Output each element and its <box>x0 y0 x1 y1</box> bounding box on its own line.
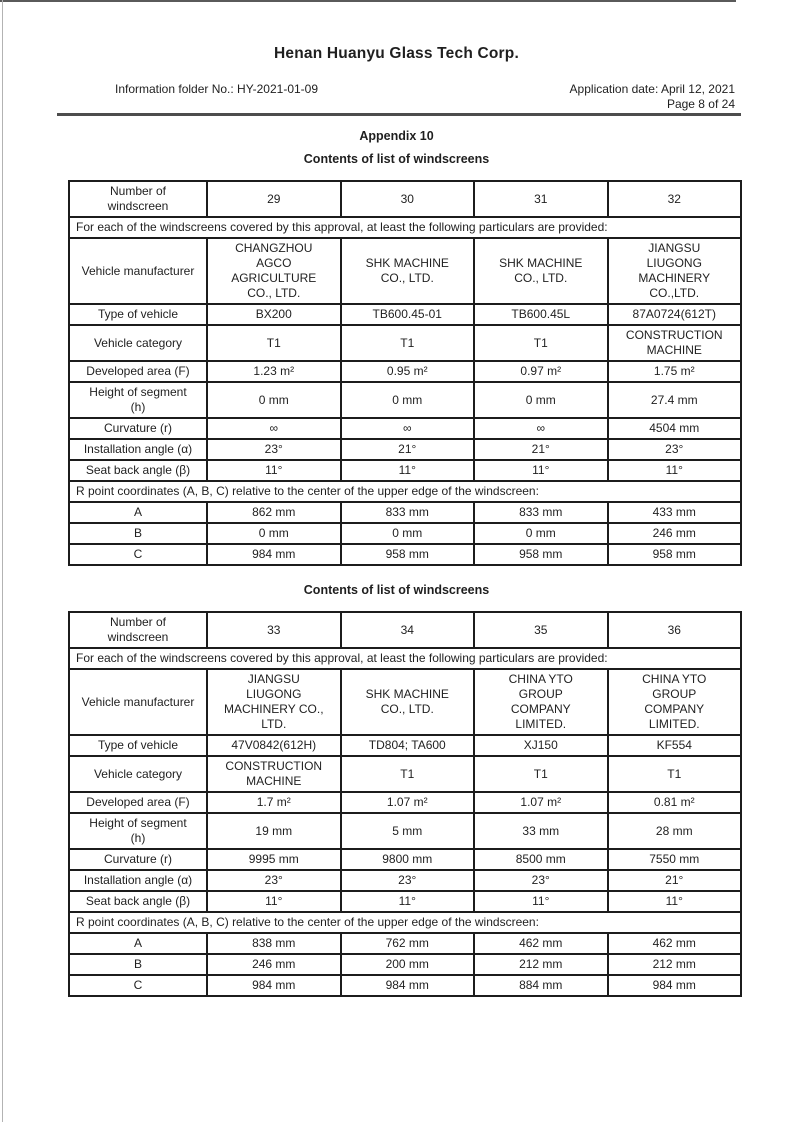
table-row-note <box>69 481 741 502</box>
cell-value: 0 mm <box>341 382 475 418</box>
table-row <box>69 891 741 912</box>
table2-heading: Contents of list of windscreens <box>303 583 490 597</box>
cell-value: 11° <box>474 460 608 481</box>
cell-value: 0 mm <box>341 523 475 544</box>
cell-value: 462 mm <box>608 933 742 954</box>
windscreens-table-1 <box>68 180 742 566</box>
table-row <box>69 975 741 996</box>
windscreen-number: 29 <box>207 181 341 217</box>
table-row <box>69 544 741 565</box>
row-label: Developed area (F) <box>69 361 207 382</box>
approval-note: For each of the windscreens covered by this approval, at least the following particulars are provided: <box>69 648 741 669</box>
cell-value: 984 mm <box>341 975 475 996</box>
row-label: Installation angle (α) <box>69 439 207 460</box>
table-row <box>69 954 741 975</box>
cell-value: 246 mm <box>207 954 341 975</box>
cell-value: 0 mm <box>474 523 608 544</box>
windscreen-number: 36 <box>608 612 742 648</box>
table-row <box>69 361 741 382</box>
table-row-note <box>69 217 741 238</box>
windscreen-number: 34 <box>341 612 475 648</box>
table-row <box>69 669 741 735</box>
cell-value: 11° <box>608 891 742 912</box>
row-label: B <box>69 523 207 544</box>
cell-value: 7550 mm <box>608 849 742 870</box>
row-label: Seat back angle (β) <box>69 891 207 912</box>
r-point-note: R point coordinates (A, B, C) relative to the center of the upper edge of the windscreen: <box>69 912 741 933</box>
cell-value: 23° <box>207 439 341 460</box>
row-label: Curvature (r) <box>69 849 207 870</box>
row-label: Number of windscreen <box>69 181 207 217</box>
cell-value: 21° <box>341 439 475 460</box>
cell-value: T1 <box>341 325 475 361</box>
cell-value: 833 mm <box>474 502 608 523</box>
row-label: Curvature (r) <box>69 418 207 439</box>
cell-value: 862 mm <box>207 502 341 523</box>
table-row <box>69 502 741 523</box>
windscreens-table-2 <box>68 611 742 997</box>
cell-value: 21° <box>608 870 742 891</box>
cell-value: 762 mm <box>341 933 475 954</box>
table-row <box>69 933 741 954</box>
cell-value: ∞ <box>341 418 475 439</box>
cell-value: 1.7 m² <box>207 792 341 813</box>
cell-value: BX200 <box>207 304 341 325</box>
cell-value: 23° <box>608 439 742 460</box>
cell-value: 28 mm <box>608 813 742 849</box>
cell-value: JIANGSU LIUGONG MACHINERY CO., LTD. <box>207 669 341 735</box>
row-label: Height of segment (h) <box>69 813 207 849</box>
cell-value: 0.95 m² <box>341 361 475 382</box>
cell-value: 246 mm <box>608 523 742 544</box>
cell-value: 9995 mm <box>207 849 341 870</box>
table-row <box>69 460 741 481</box>
windscreen-number: 35 <box>474 612 608 648</box>
cell-value: CONSTRUCTION MACHINE <box>608 325 742 361</box>
cell-value: CHINA YTO GROUP COMPANY LIMITED. <box>474 669 608 735</box>
cell-value: SHK MACHINE CO., LTD. <box>341 238 475 304</box>
cell-value: 212 mm <box>608 954 742 975</box>
row-label: Developed area (F) <box>69 792 207 813</box>
row-label: Vehicle manufacturer <box>69 238 207 304</box>
table-row <box>69 439 741 460</box>
table-row-header <box>69 612 741 648</box>
cell-value: T1 <box>608 756 742 792</box>
page-number: Page 8 of 24 <box>666 97 735 111</box>
row-label: Vehicle manufacturer <box>69 669 207 735</box>
table-row <box>69 735 741 756</box>
cell-value: 0 mm <box>207 382 341 418</box>
cell-value: 1.75 m² <box>608 361 742 382</box>
row-label: Height of segment (h) <box>69 382 207 418</box>
cell-value: T1 <box>341 756 475 792</box>
cell-value: CHINA YTO GROUP COMPANY LIMITED. <box>608 669 742 735</box>
cell-value: 11° <box>608 460 742 481</box>
document-info-row <box>115 82 735 112</box>
cell-value: CHANGZHOU AGCO AGRICULTURE CO., LTD. <box>207 238 341 304</box>
cell-value: 27.4 mm <box>608 382 742 418</box>
cell-value: 11° <box>341 891 475 912</box>
table-row <box>69 849 741 870</box>
cell-value: ∞ <box>474 418 608 439</box>
info-right-block <box>570 82 735 112</box>
header-rule <box>57 113 741 116</box>
cell-value: 5 mm <box>341 813 475 849</box>
r-point-note: R point coordinates (A, B, C) relative to the center of the upper edge of the windscreen: <box>69 481 741 502</box>
row-label: Number of windscreen <box>69 612 207 648</box>
table-row <box>69 418 741 439</box>
cell-value: T1 <box>474 756 608 792</box>
cell-value: 212 mm <box>474 954 608 975</box>
windscreen-number: 32 <box>608 181 742 217</box>
cell-value: 19 mm <box>207 813 341 849</box>
cell-value: 1.07 m² <box>341 792 475 813</box>
cell-value: 0.81 m² <box>608 792 742 813</box>
cell-value: 9800 mm <box>341 849 475 870</box>
cell-value: ∞ <box>207 418 341 439</box>
row-label: Seat back angle (β) <box>69 460 207 481</box>
cell-value: XJ150 <box>474 735 608 756</box>
windscreen-number: 30 <box>341 181 475 217</box>
cell-value: 833 mm <box>341 502 475 523</box>
cell-value: 1.23 m² <box>207 361 341 382</box>
scan-edge-left <box>2 0 3 1122</box>
table-row <box>69 813 741 849</box>
cell-value: 0 mm <box>474 382 608 418</box>
cell-value: 87A0724(612T) <box>608 304 742 325</box>
cell-value: 23° <box>474 870 608 891</box>
cell-value: 4504 mm <box>608 418 742 439</box>
cell-value: T1 <box>207 325 341 361</box>
table-row-note <box>69 912 741 933</box>
cell-value: 433 mm <box>608 502 742 523</box>
company-title: Henan Huanyu Glass Tech Corp. <box>274 45 519 62</box>
cell-value: TB600.45-01 <box>341 304 475 325</box>
cell-value: 0.97 m² <box>474 361 608 382</box>
cell-value: SHK MACHINE CO., LTD. <box>474 238 608 304</box>
info-folder-number: Information folder No.: HY-2021-01-09 <box>115 82 319 96</box>
row-label: Type of vehicle <box>69 304 207 325</box>
cell-value: 462 mm <box>474 933 608 954</box>
cell-value: 958 mm <box>341 544 475 565</box>
windscreen-number: 33 <box>207 612 341 648</box>
windscreen-number: 31 <box>474 181 608 217</box>
cell-value: 11° <box>207 460 341 481</box>
cell-value: 11° <box>474 891 608 912</box>
row-label: A <box>69 502 207 523</box>
cell-value: 838 mm <box>207 933 341 954</box>
cell-value: 23° <box>207 870 341 891</box>
cell-value: 21° <box>474 439 608 460</box>
cell-value: KF554 <box>608 735 742 756</box>
table-row-header <box>69 181 741 217</box>
cell-value: 23° <box>341 870 475 891</box>
row-label: B <box>69 954 207 975</box>
table-row <box>69 304 741 325</box>
cell-value: 11° <box>207 891 341 912</box>
table-row <box>69 238 741 304</box>
cell-value: CONSTRUCTION MACHINE <box>207 756 341 792</box>
table-row-note <box>69 648 741 669</box>
cell-value: 47V0842(612H) <box>207 735 341 756</box>
cell-value: 984 mm <box>207 975 341 996</box>
cell-value: 884 mm <box>474 975 608 996</box>
row-label: Installation angle (α) <box>69 870 207 891</box>
table-row <box>69 870 741 891</box>
cell-value: TD804; TA600 <box>341 735 475 756</box>
table-row <box>69 792 741 813</box>
row-label: Type of vehicle <box>69 735 207 756</box>
cell-value: 200 mm <box>341 954 475 975</box>
approval-note: For each of the windscreens covered by this approval, at least the following particulars are provided: <box>69 217 741 238</box>
cell-value: 984 mm <box>207 544 341 565</box>
cell-value: 8500 mm <box>474 849 608 870</box>
cell-value: 958 mm <box>474 544 608 565</box>
cell-value: TB600.45L <box>474 304 608 325</box>
cell-value: SHK MACHINE CO., LTD. <box>341 669 475 735</box>
cell-value: 33 mm <box>474 813 608 849</box>
cell-value: 11° <box>341 460 475 481</box>
appendix-title: Appendix 10 <box>359 129 434 143</box>
row-label: C <box>69 975 207 996</box>
cell-value: 958 mm <box>608 544 742 565</box>
application-date: Application date: April 12, 2021 <box>569 82 735 96</box>
table-row <box>69 756 741 792</box>
row-label: A <box>69 933 207 954</box>
row-label: Vehicle category <box>69 756 207 792</box>
row-label: Vehicle category <box>69 325 207 361</box>
table-row <box>69 325 741 361</box>
cell-value: 0 mm <box>207 523 341 544</box>
cell-value: 1.07 m² <box>474 792 608 813</box>
table-row <box>69 382 741 418</box>
row-label: C <box>69 544 207 565</box>
cell-value: 984 mm <box>608 975 742 996</box>
cell-value: T1 <box>474 325 608 361</box>
cell-value: JIANGSU LIUGONG MACHINERY CO.,LTD. <box>608 238 742 304</box>
table1-heading: Contents of list of windscreens <box>303 152 490 166</box>
table-row <box>69 523 741 544</box>
scan-edge-top <box>0 0 736 2</box>
